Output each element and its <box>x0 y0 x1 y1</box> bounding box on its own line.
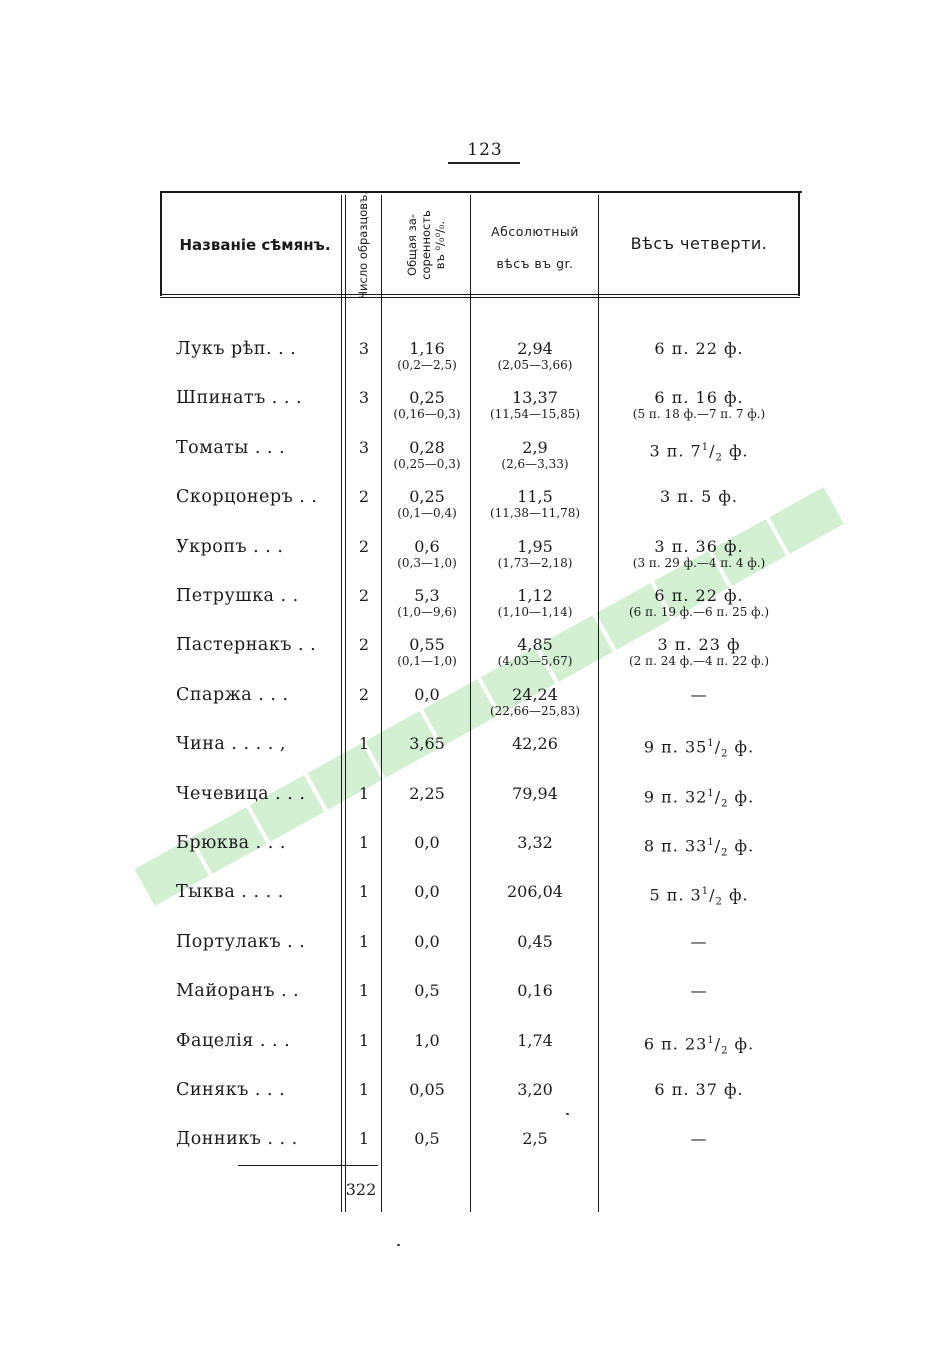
litter-cell <box>384 1080 470 1099</box>
litter-cell <box>384 1031 470 1050</box>
abs-weight-cell <box>472 784 598 803</box>
sample-count: 3 <box>358 437 370 457</box>
quarter-weight <box>600 685 798 704</box>
abs-weight-value: 2,5 <box>522 1129 548 1149</box>
quarter-weight <box>600 586 798 605</box>
table-row <box>0 487 950 536</box>
quarter-weight-cell <box>600 734 798 764</box>
quarter-weight-main: 3 п. 5 ф. <box>660 487 738 507</box>
quarter-weight-main: 6 п. 23 <box>643 1033 708 1053</box>
litter-value: 3,65 <box>409 734 445 754</box>
litter-cell <box>384 734 470 753</box>
litter-range: (0,3—1,0) <box>397 555 457 570</box>
sample-count: 2 <box>358 536 370 556</box>
litter-cell <box>384 537 470 570</box>
seed-name: Спаржа . . . <box>176 684 289 705</box>
quarter-weight-unit: ф. <box>722 441 749 461</box>
quarter-weight-range: (2 п. 24 ф.—4 п. 22 ф.) <box>628 654 770 669</box>
litter-value: 0,0 <box>414 833 440 852</box>
quarter-weight-main: 3 п. 23 ф <box>657 635 741 655</box>
fraction-denominator: 2 <box>721 798 729 810</box>
header-rule-2 <box>160 297 800 298</box>
table-row <box>0 1129 950 1178</box>
quarter-weight-cell <box>600 537 798 570</box>
quarter-weight: 9 п. $35^1/_2$ ф. <box>643 737 755 760</box>
table-row <box>0 1031 950 1080</box>
quarter-weight-cell <box>600 388 798 421</box>
header-litter-cell <box>382 196 470 294</box>
page-number: 123 <box>467 140 503 160</box>
seed-name: Фацелія . . . <box>176 1030 291 1051</box>
quarter-weight <box>600 1080 798 1099</box>
header-seed-name: Названіе сѣмянъ. <box>179 236 331 254</box>
abs-weight-cell <box>472 833 598 852</box>
litter-cell <box>384 685 470 704</box>
abs-weight-cell <box>472 388 598 421</box>
quarter-weight <box>600 339 798 358</box>
quarter-weight-unit: ф. <box>728 1033 755 1053</box>
abs-weight-cell <box>472 1129 598 1148</box>
fraction-numerator: 1 <box>701 886 710 898</box>
abs-weight-value: 3,20 <box>517 1080 553 1099</box>
seed-name: Донникъ . . . <box>176 1129 298 1150</box>
litter-value: 0,25 <box>409 388 445 408</box>
quarter-weight-cell <box>600 635 798 668</box>
table-top-rule <box>160 191 802 193</box>
abs-weight-range: (1,10—1,14) <box>497 605 573 619</box>
table-row <box>0 734 950 783</box>
quarter-weight-main: 3 п. 36 ф. <box>654 536 744 556</box>
quarter-weight <box>600 635 798 654</box>
quarter-weight: 3 п. $7^1/_2$ ф. <box>649 441 749 464</box>
table-row <box>0 932 950 981</box>
abs-weight-cell <box>472 1080 598 1099</box>
abs-weight-cell <box>472 438 598 471</box>
abs-weight-value: 0,45 <box>517 931 553 951</box>
quarter-weight-main: 9 п. 35 <box>643 737 708 757</box>
sample-count: 1 <box>358 931 370 951</box>
sample-count: 3 <box>358 339 370 358</box>
quarter-weight <box>600 1129 798 1148</box>
quarter-weight-cell <box>600 1031 798 1061</box>
abs-weight-cell <box>472 882 598 901</box>
seed-name: Чечевица . . . <box>176 783 306 804</box>
quarter-weight <box>600 932 798 951</box>
fraction-numerator: 1 <box>707 738 715 750</box>
litter-range: (0,25—0,3) <box>393 456 461 471</box>
litter-cell <box>384 388 470 421</box>
litter-value: 0,0 <box>414 882 440 902</box>
litter-cell <box>384 784 470 803</box>
litter-cell <box>384 487 470 520</box>
quarter-weight-unit: ф. <box>728 737 755 757</box>
right-border <box>798 193 800 296</box>
quarter-weight-main: 3 п. 7 <box>649 441 702 461</box>
abs-weight-range: (2,05—3,66) <box>497 358 573 372</box>
seed-name: Тыква . . . . <box>176 882 284 903</box>
quarter-weight-main: — <box>690 931 708 951</box>
litter-value: 2,25 <box>409 783 445 803</box>
abs-weight-value: 11,5 <box>517 487 553 507</box>
sample-count: 1 <box>358 981 370 1001</box>
litter-cell <box>384 438 470 471</box>
table-row <box>0 438 950 487</box>
header-count-cell <box>346 191 380 299</box>
litter-value: 0,5 <box>414 981 440 1001</box>
abs-weight-value: 24,24 <box>512 684 558 704</box>
abs-weight-value: 0,16 <box>517 981 553 1001</box>
abs-weight-range: (22,66—25,83) <box>489 703 581 718</box>
quarter-weight <box>600 487 798 506</box>
sample-count: 1 <box>358 1129 370 1149</box>
abs-weight-value: 2,9 <box>522 437 548 457</box>
left-border <box>160 193 162 296</box>
header-count: Число образцовъ. <box>356 191 371 299</box>
table-row <box>0 1080 950 1129</box>
quarter-weight: 5 п. $3^1/_2$ ф. <box>649 885 749 908</box>
table-row <box>0 833 950 882</box>
abs-weight-range: (1,73—2,18) <box>497 555 573 570</box>
abs-weight-range: (4,03—5,67) <box>497 654 573 669</box>
litter-value: 0,28 <box>409 437 445 457</box>
abs-weight-cell <box>472 635 598 668</box>
abs-weight-value: 1,74 <box>517 1030 553 1050</box>
litter-cell <box>384 932 470 951</box>
abs-weight-cell <box>472 981 598 1000</box>
litter-cell <box>384 981 470 1000</box>
abs-weight-value: 4,85 <box>517 635 553 655</box>
litter-value: 0,05 <box>409 1080 445 1099</box>
seed-name: Скорцонеръ . . <box>176 487 318 508</box>
abs-weight-cell <box>472 487 598 520</box>
litter-range: (1,0—9,6) <box>397 605 457 619</box>
litter-cell <box>384 882 470 901</box>
quarter-weight-main: 8 п. 33 <box>643 836 708 856</box>
quarter-weight-cell <box>600 586 798 619</box>
litter-range: (0,2—2,5) <box>397 358 457 372</box>
sample-count: 1 <box>358 882 370 902</box>
sample-count: 1 <box>358 833 370 852</box>
table-row <box>0 635 950 684</box>
litter-value: 0,25 <box>409 487 445 507</box>
quarter-weight-main: 6 п. 22 ф. <box>654 339 744 358</box>
quarter-weight-range: (3 п. 29 ф.—4 п. 4 ф.) <box>632 555 766 570</box>
abs-weight-cell <box>472 685 598 718</box>
seed-name: Майоранъ . . <box>176 981 300 1002</box>
seed-name: Пастернакъ . . <box>176 635 317 656</box>
quarter-weight-unit: ф. <box>728 786 755 806</box>
table-row <box>0 981 950 1030</box>
fraction-numerator: 1 <box>701 441 710 453</box>
table-row <box>0 537 950 586</box>
print-speck <box>566 1113 569 1115</box>
quarter-weight-cell <box>600 981 798 1000</box>
fraction-denominator: 2 <box>721 1045 729 1057</box>
abs-weight-cell <box>472 932 598 951</box>
quarter-weight-unit: ф. <box>728 836 755 856</box>
quarter-weight: 8 п. $33^1/_2$ ф. <box>643 836 755 859</box>
litter-value: 1,0 <box>414 1030 440 1050</box>
quarter-weight-cell <box>600 438 798 468</box>
abs-weight-value: 42,26 <box>512 734 558 754</box>
quarter-weight-cell <box>600 932 798 951</box>
seed-name: Укропъ . . . <box>176 536 284 557</box>
header-rule-1 <box>160 294 800 295</box>
abs-weight-value: 79,94 <box>512 783 558 803</box>
fraction-numerator: 1 <box>707 1034 715 1046</box>
seed-name: Синякъ . . . <box>176 1080 286 1100</box>
seed-name: Лукъ рѣп. . . <box>176 339 297 359</box>
abs-weight-cell <box>472 339 598 372</box>
abs-weight-cell <box>472 1031 598 1050</box>
litter-cell <box>384 586 470 619</box>
quarter-weight-main: — <box>690 981 708 1001</box>
header-litter: Общая за- соренность въ ⁰/₀⁰/₀. <box>404 210 447 280</box>
quarter-weight-cell <box>600 784 798 814</box>
quarter-weight-range: (5 п. 18 ф.—7 п. 7 ф.) <box>632 407 766 422</box>
table-row <box>0 882 950 931</box>
quarter-weight-cell <box>600 1080 798 1099</box>
quarter-weight-main: 9 п. 32 <box>643 786 708 806</box>
sample-count: 1 <box>358 1080 370 1099</box>
litter-cell <box>384 833 470 852</box>
abs-weight-value: 3,32 <box>517 833 553 852</box>
quarter-weight-main: 6 п. 22 ф. <box>654 586 744 605</box>
quarter-weight-cell <box>600 1129 798 1148</box>
litter-value: 0,6 <box>414 536 440 556</box>
litter-value: 0,55 <box>409 635 445 655</box>
fraction-numerator: 1 <box>707 787 715 799</box>
print-speck <box>397 1244 400 1246</box>
abs-weight-range: (11,38—11,78) <box>489 506 581 521</box>
sample-count: 2 <box>358 586 370 605</box>
quarter-weight-range: (6 п. 19 ф.—6 п. 25 ф.) <box>628 605 770 619</box>
seed-name: Томаты . . . <box>176 437 286 458</box>
quarter-weight: 6 п. $23^1/_2$ ф. <box>643 1033 755 1057</box>
sample-count: 2 <box>358 635 370 655</box>
litter-value: 0,5 <box>414 1129 440 1149</box>
quarter-weight-main: 6 п. 16 ф. <box>654 388 744 408</box>
fraction-denominator: 2 <box>715 896 723 908</box>
seed-name: Портулакъ . . <box>176 931 306 952</box>
fraction-denominator: 2 <box>715 452 723 464</box>
fraction-numerator: 1 <box>707 837 715 848</box>
quarter-weight-main: — <box>690 1129 708 1149</box>
header-quarter-weight: Вѣсъ четверти. <box>630 234 768 253</box>
table-row <box>0 784 950 833</box>
litter-value: 5,3 <box>414 586 440 605</box>
sample-count: 1 <box>358 734 370 754</box>
table-row <box>0 586 950 635</box>
quarter-weight-unit: ф. <box>722 885 749 905</box>
quarter-weight: 9 п. $32^1/_2$ ф. <box>643 786 755 810</box>
abs-weight-value: 2,94 <box>517 339 553 358</box>
seed-name: Брюква . . . <box>176 833 286 853</box>
quarter-weight-cell <box>600 339 798 358</box>
seed-name: Чина . . . . , <box>176 734 286 755</box>
abs-weight-range: (2,6—3,33) <box>501 456 569 471</box>
abs-weight-value: 1,12 <box>517 586 553 605</box>
sample-count: 2 <box>358 684 370 704</box>
seed-name: Шпинатъ . . . <box>176 388 303 409</box>
table-row <box>0 388 950 437</box>
fraction-denominator: 2 <box>721 748 729 760</box>
sample-count: 1 <box>358 783 370 803</box>
litter-value: 1,16 <box>409 339 445 358</box>
abs-weight-value: 1,95 <box>517 536 553 556</box>
quarter-weight <box>600 537 798 556</box>
sample-count: 3 <box>358 388 370 408</box>
quarter-weight <box>600 981 798 1000</box>
litter-cell <box>384 1129 470 1148</box>
quarter-weight-cell <box>600 487 798 506</box>
sample-count: 2 <box>358 487 370 507</box>
litter-range: (0,1—1,0) <box>397 654 457 669</box>
quarter-weight-cell <box>600 685 798 704</box>
litter-value: 0,0 <box>414 684 440 704</box>
quarter-weight-cell <box>600 833 798 863</box>
litter-range: (0,1—0,4) <box>397 506 457 521</box>
litter-range: (0,16—0,3) <box>393 407 461 422</box>
abs-weight-cell <box>472 586 598 619</box>
abs-weight-value: 206,04 <box>507 882 563 902</box>
sample-count: 1 <box>358 1030 370 1050</box>
header-absolute-weight: Абсолютный вѣсъ въ gr. <box>491 224 579 271</box>
litter-cell <box>384 339 470 372</box>
table-row <box>0 685 950 734</box>
total-count: 322 <box>345 1180 377 1199</box>
quarter-weight-main: 5 п. 3 <box>649 885 702 905</box>
quarter-weight-cell <box>600 882 798 912</box>
abs-weight-cell <box>472 537 598 570</box>
litter-value: 0,0 <box>414 931 440 951</box>
table-row <box>0 339 950 388</box>
abs-weight-range: (11,54—15,85) <box>489 407 581 422</box>
abs-weight-value: 13,37 <box>512 388 558 408</box>
fraction-denominator: 2 <box>721 847 729 859</box>
abs-weight-cell <box>472 734 598 753</box>
quarter-weight-main: — <box>690 684 708 704</box>
quarter-weight <box>600 388 798 407</box>
litter-cell <box>384 635 470 668</box>
seed-name: Петрушка . . <box>176 586 299 606</box>
quarter-weight-main: 6 п. 37 ф. <box>654 1080 744 1099</box>
